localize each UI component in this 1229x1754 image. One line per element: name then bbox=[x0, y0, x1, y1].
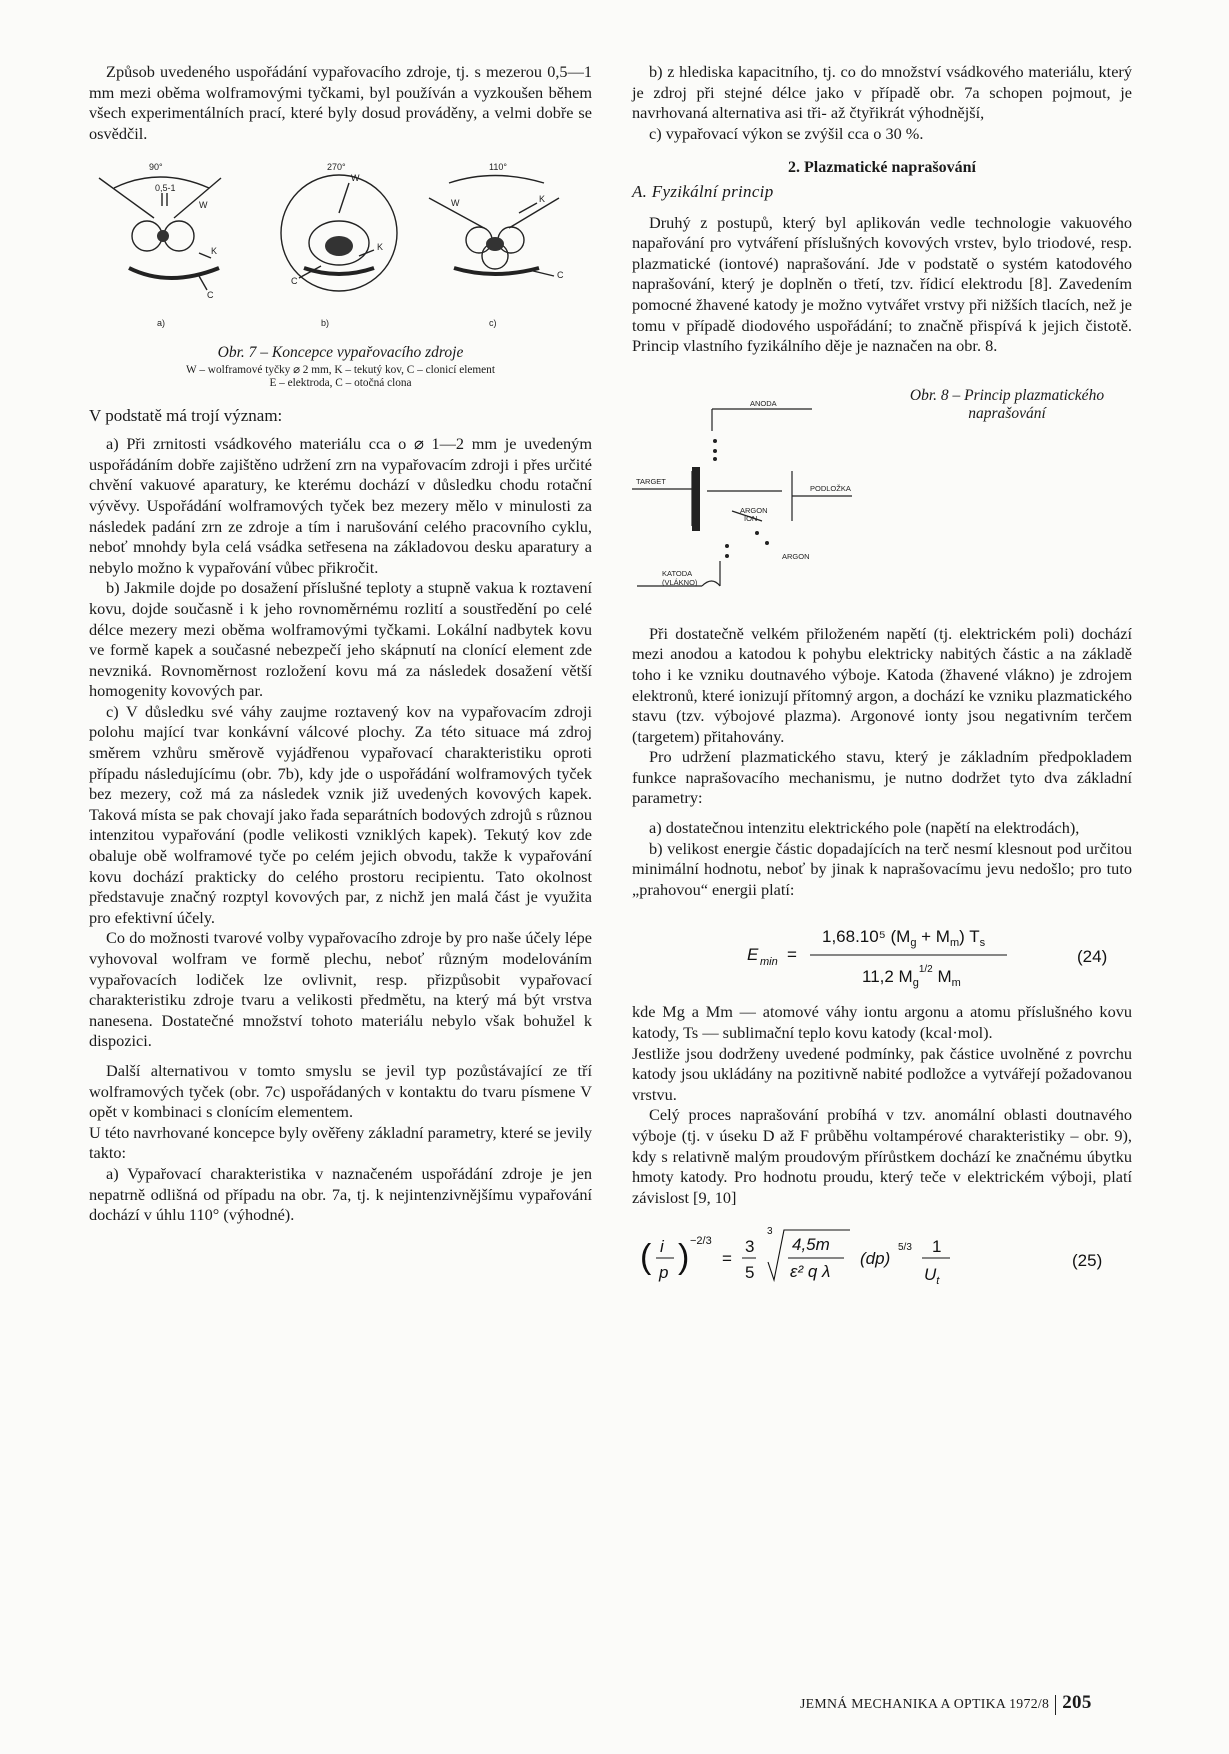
eq25-root-index: 3 bbox=[767, 1226, 773, 1238]
label-k-a: K bbox=[211, 246, 218, 257]
eq25-three: 3 bbox=[745, 1237, 755, 1257]
figure-7-title: Obr. 7 – Koncepce vypařovacího zdroje bbox=[217, 343, 464, 361]
subsection-heading: A. Fyzikální princip bbox=[632, 181, 774, 201]
paragraph-a: a) Při zrnitosti vsádkového materiálu cca o ⌀ 1—2 mm je uvedeným uspořádáním dobře zajištěno udržení zrn na vypařovacím zdroji i přes určité chvění vakuové aparatury, ke kterému dochází v důsledku chodu rotační vývěvy. Uspořádání wolframových tyček bez mezery mělo v minulosti za následek padání zrn ze zdroje a tím i narušování celého pracovního cyklu, neboť mnohdy byla celá vsádka setřesena na základovou desku aparatury a nebylo možno k vypařování vůbec přikročit. bbox=[89, 434, 592, 577]
vlakno-label: (VLÁKNO) bbox=[662, 577, 698, 587]
eq25-five: 5 bbox=[745, 1263, 755, 1283]
equation-25-render bbox=[632, 1222, 1132, 1298]
sub-c-label: c) bbox=[489, 318, 497, 329]
eq25-dp: (dp) bbox=[860, 1249, 891, 1269]
eq24-lhs: E bbox=[747, 945, 759, 965]
paragraph-plasma-state: Pro udržení plazmatického stavu, který je základním předpokladem funkce naprašovacího mechanismu, je nutno dodržet tyto dva základní parametry: bbox=[632, 747, 1132, 808]
eq25-one: 1 bbox=[932, 1237, 942, 1257]
section-heading: 2. Plazmatické naprašování bbox=[788, 159, 976, 177]
eq25-exp: −2/3 bbox=[690, 1235, 712, 1248]
paragraph-b: b) Jakmile dojde po dosažení příslušné teploty a stupně vakua k roztavení kovu, dojde současně i k jeho rovnoměrnému rozlití a soustředění po celé délce mezery mezi oběma wolframovými tyčkami. Lokální nadbytek kovu ve formě kapek a současné nebezpečí jeho skápnutí na clonící element zde nevzniká. Rovnoměrnost rozložení kovu má za následek dosažení větší homogenity kovových par. bbox=[89, 578, 592, 701]
ion-label: ION bbox=[744, 513, 758, 523]
figure-7-legend-1: W – wolframové tyčky ⌀ 2 mm, K – tekutý kov, C – clonicí element bbox=[186, 363, 495, 376]
figure-7-drawing bbox=[89, 158, 592, 333]
target-label: TARGET bbox=[636, 476, 666, 486]
eq24-lhs-sub: min bbox=[760, 956, 778, 969]
katoda-label: KATODA bbox=[662, 568, 693, 578]
eq25-rad-num: 4,5m bbox=[792, 1235, 830, 1255]
sub-a-label: a) bbox=[157, 318, 166, 329]
paragraph-alternative: Další alternativou v tomto smyslu se jevil typ pozůstávající ze tří wolframových tyček (obr. 7c) uspořádaných v kontaktu do tvaru písmene V opět v kombinaci s clonícím elementem. bbox=[89, 1060, 592, 1122]
eq24-numerator: 1,68.10⁵ $(M_g + M_m)$ $T_s$ bbox=[822, 927, 986, 950]
gap-label: 0,5-1 bbox=[155, 183, 176, 194]
label-c-a: C bbox=[207, 290, 214, 301]
label-c-b: C bbox=[291, 276, 298, 287]
label-c-c: C bbox=[557, 270, 564, 281]
eq25-p: p bbox=[659, 1263, 669, 1283]
page-number: 205 bbox=[1062, 1692, 1092, 1713]
anoda-label: ANODA bbox=[750, 398, 777, 408]
paragraph-va: a) Vypařovací charakteristika v naznačeném uspořádání zdroje je jen nepatrně odlišná od případu na obr. 7a, tj. k nejintenzivnějšímu vypařování dochází v úhlu 110° (výhodné). bbox=[89, 1163, 592, 1225]
label-w-a: W bbox=[199, 200, 208, 211]
label-k-b: K bbox=[377, 242, 384, 253]
eq25-ut: $U_t$ bbox=[924, 1265, 940, 1288]
eq25-dp-exp: 5/3 bbox=[898, 1242, 912, 1254]
eq25-rad-den: ε² q λ bbox=[790, 1262, 831, 1282]
paragraph-principle: Druhý z postupů, který byl aplikován vedle technologie vakuového napařování pro vytváření příslušných kovových vrstev, bylo triodové, resp. plazmatické (iontové) naprašování. Jde v podstatě o systém katodového naprašování, který je doplněn o třetí, tzv. řídicí elektrodu [8]. Zavedením pomocné žhavené katody je možno vytvářet vrstvy při nižších tlacích, než je tomu v případě diodového uspořádání; to značně přispívá k jejich čistotě. Princip vlastního fyzikálního děje je naznačen na obr. 8. bbox=[632, 212, 1132, 356]
figure-8-title: Obr. 8 – Princip plazmatického naprašování bbox=[909, 386, 1105, 422]
paragraph-conditions: Jestliže jsou dodrženy uvedené podmínky, pak částice uvolněné z povrchu katody jsou ukládány na pozitivně nabité podložce a vytvářejí požadovanou vrstvu. bbox=[632, 1043, 1132, 1104]
podlozka-label: PODLOŽKA bbox=[810, 483, 851, 493]
label-w-c: W bbox=[451, 198, 460, 209]
paragraph-discharge: Při dostatečně velkém přiloženém napětí (tj. elektrickém poli) dochází mezi anodou a katodou k pohybu elektricky nabitých částic a na základě toho i ke vzniku doutnavého výboje. Katoda (žhavené vlákno) je zdrojem elektronů, které ionizují přítomný argon, a dochází ke vzniku plazmatického stavu (tzv. výbojové plazma). Argonové ionty jsou negativním terčem (targetem) přitahovány. bbox=[632, 623, 1132, 746]
angle-a-label: 90° bbox=[149, 162, 163, 173]
right-column bbox=[632, 62, 1132, 1308]
sub-b-label: b) bbox=[321, 318, 330, 329]
paragraph-param-b: b) velikost energie částic dopadajících na terč nesmí klesnout pod určitou minimální hodnotu, neboť by jinak k naprašovacímu jevu nedošlo; pro tuto „prahovou“ energii platí: bbox=[632, 838, 1132, 899]
argon-label: ARGON bbox=[782, 551, 810, 561]
paragraph-verified: U této navrhované koncepce byly ověřeny základní parametry, které se jevily takto: bbox=[89, 1122, 593, 1163]
label-w-b: W bbox=[351, 173, 360, 184]
paragraph-where: kde Mg a Mm — atomové váhy iontu argonu a atomu příslušného kovu katody, Ts — sublimační teplo kovu katody (kcal·mol). bbox=[632, 1002, 1132, 1043]
paragraph-vc: c) vypařovací výkon se zvýšil cca o 30 %. bbox=[649, 123, 924, 143]
paragraph-param-a: a) dostatečnou intenzitu elektrického pole (napětí na elektrodách), bbox=[649, 818, 1080, 838]
footer-divider bbox=[1055, 1695, 1056, 1715]
paragraph-c: c) V důsledku své váhy zaujme roztavený kov na vypařovacím zdroji polohu mající tvar konkávní válcové plochy. Za této situace má zdroj směrem vzhůru směrově vyjádřenou vypařovací charakteristiku oproti případu následujícímu (obr. 7b), kdy jde o uspořádání wolframových tyček bez mezery, což má za následek vznik již uvedených kovových kapek. Taková místa se pak chovají jako řada separátních bodových zdrojů s různou intenzitou vypařování (podle velikosti vzniklých kapek). Tekutý kov zde obaluje obě wolframové tyče po celém jejich obvodu, takže k vypařování kovu dochází prakticky do celého prostoru recipientu. Tato okolnost představuje značný rozptyl kovových par, z nichž jen malá část je využita pro efektivní účely. bbox=[89, 701, 592, 927]
figure-7 bbox=[89, 158, 592, 389]
argon-ion-label: ARGON bbox=[740, 505, 768, 515]
label-k-c: K bbox=[539, 194, 546, 205]
svg-text:=: = bbox=[787, 945, 797, 965]
paragraph-vb: b) z hlediska kapacitního, tj. co do množství vsádkového materiálu, který je zdroj při stejné délce jako v případě obr. 7a schopen pojmout, je navrhovaná alternativa asi tři- až čtyřikrát výhodnější, bbox=[632, 62, 1132, 123]
svg-text:=: = bbox=[722, 1249, 732, 1269]
angle-c-label: 110° bbox=[489, 162, 507, 173]
left-column bbox=[89, 62, 592, 1226]
svg-text:(: ( bbox=[640, 1238, 652, 1277]
svg-text:): ) bbox=[678, 1238, 690, 1277]
angle-b-label: 270° bbox=[327, 162, 346, 173]
eq25-i: i bbox=[660, 1237, 664, 1257]
eq25-number: (25) bbox=[1072, 1251, 1103, 1271]
equation-24-render bbox=[632, 912, 1132, 992]
intro-paragraph: Způsob uvedeného uspořádání vypařovacího zdroje, tj. s mezerou 0,5—1 mm mezi oběma wolframovými tyčkami, byl používán a vyzkoušen během všech experimentálních prací, které byly dosud prováděny, a velmi dobře se osvědčil. bbox=[89, 62, 592, 143]
journal-name: JEMNÁ MECHANIKA A OPTIKA 1972/8 bbox=[800, 1696, 1050, 1711]
page-footer bbox=[800, 1692, 1092, 1715]
equation-25 bbox=[632, 1222, 1132, 1298]
eq24-denominator: 11,2 $M_g^{1/2}$ $M_m$ bbox=[862, 964, 961, 990]
figure-7-legend-2: E – elektroda, C – otočná clona bbox=[269, 376, 412, 389]
lead-sentence: V podstatě má trojí význam: bbox=[89, 405, 283, 425]
paragraph-shape: Co do možnosti tvarové volby vypařovacího zdroje by pro naše účely lépe vyhovoval wolfram ve formě plechu, neboť různým modelováním vypařovacích lodiček lze ovlivnit, resp. přizpůsobit vypařovací charakteristiku zdroje tvaru a velikosti předmětu, na který má být vrstva nanesena. Dostatečné množství tohoto materiálu nebylo však bohužel k dispozici. bbox=[89, 928, 592, 1051]
paragraph-process: Celý proces naprašování probíhá v tzv. anomální oblasti doutnavého výboje (tj. v úseku D až F průběhu voltampérové charakteristiky – obr. 9), kdy s relativně malým proudovým přírůstkem dochází ke značnému úbytku hmoty katody. Pro hodnotu proudu, který teče v elektrickém výboji, platí závislost [9, 10] bbox=[632, 1105, 1132, 1207]
equation-24 bbox=[632, 912, 1132, 992]
figure-8 bbox=[632, 371, 1132, 616]
eq24-number: (24) bbox=[1077, 947, 1108, 967]
